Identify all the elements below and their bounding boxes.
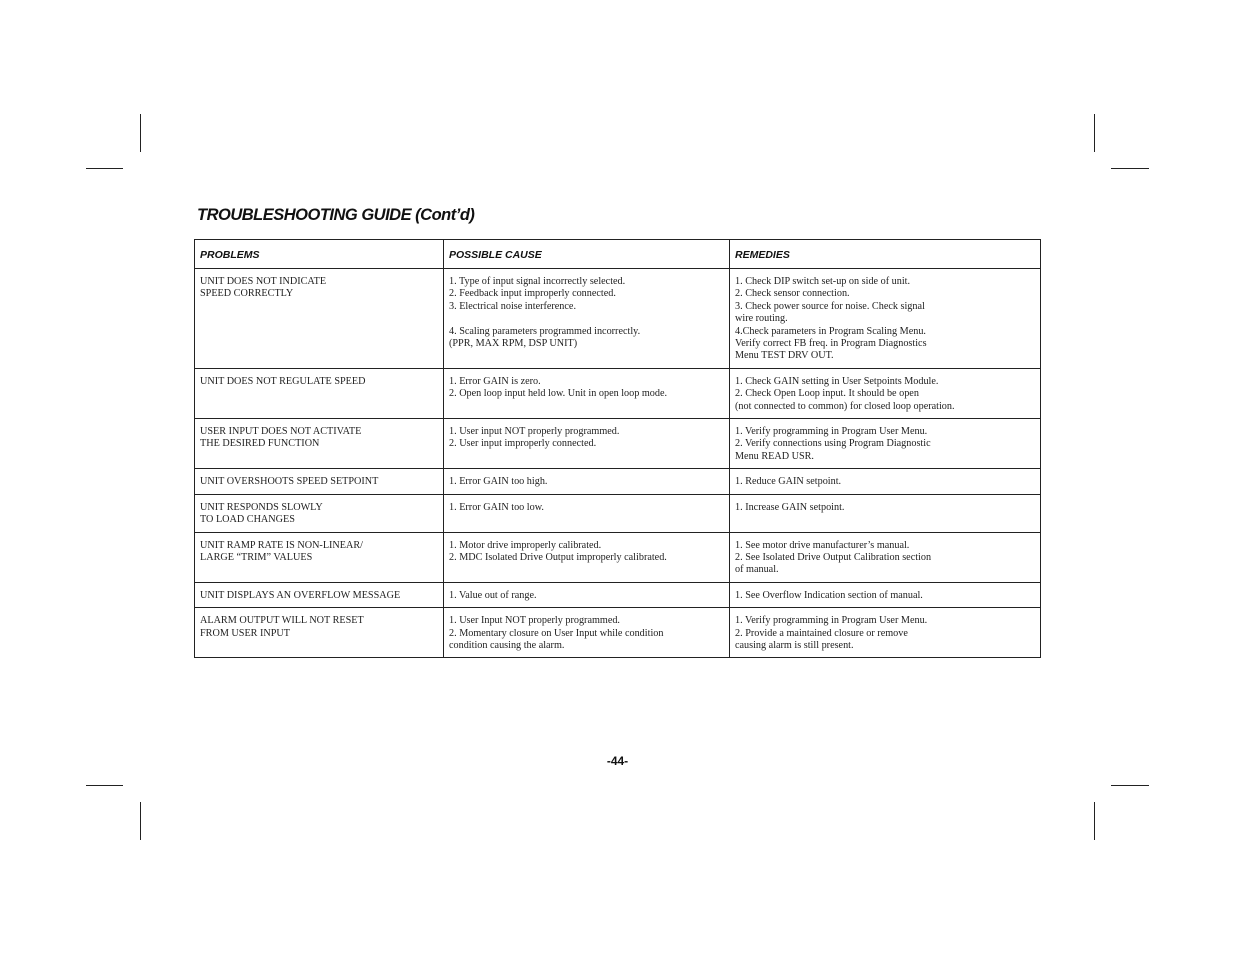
cause-cell: 1. Motor drive improperly calibrated. 2. MDC Isolated Drive Output improperly calibrated. (444, 532, 730, 582)
remedy-cell: 1. Check GAIN setting in User Setpoints Module. 2. Check Open Loop input. It should be open (not connected to common) for closed loop operation. (730, 368, 1041, 418)
crop-mark (1111, 785, 1149, 786)
table-row (195, 582, 1041, 607)
remedy-cell: 1. See Overflow Indication section of manual. (730, 582, 1041, 607)
crop-mark (86, 785, 123, 786)
cause-cell: 1. User input NOT properly programmed. 2. User input improperly connected. (444, 419, 730, 469)
remedy-cell: 1. Increase GAIN setpoint. (730, 494, 1041, 532)
problem-cell: USER INPUT DOES NOT ACTIVATE THE DESIRED FUNCTION (195, 419, 444, 469)
table-row (195, 469, 1041, 494)
table-row (195, 419, 1041, 469)
page-title: TROUBLESHOOTING GUIDE (Cont’d) (197, 206, 475, 224)
remedy-cell: 1. Verify programming in Program User Menu. 2. Provide a maintained closure or remove causing alarm is still present. (730, 608, 1041, 658)
problem-cell: ALARM OUTPUT WILL NOT RESET FROM USER INPUT (195, 608, 444, 658)
cause-cell: 1. Error GAIN too high. (444, 469, 730, 494)
cause-cell: 1. Error GAIN is zero. 2. Open loop input held low. Unit in open loop mode. (444, 368, 730, 418)
cause-cell: 1. Error GAIN too low. (444, 494, 730, 532)
remedy-cell: 1. Reduce GAIN setpoint. (730, 469, 1041, 494)
table-header-row (195, 240, 1041, 269)
problem-cell: UNIT RAMP RATE IS NON-LINEAR/ LARGE “TRIM” VALUES (195, 532, 444, 582)
table-row (195, 532, 1041, 582)
column-header-possible-cause: POSSIBLE CAUSE (444, 240, 730, 269)
table-row (195, 608, 1041, 658)
crop-mark (1094, 114, 1095, 152)
column-header-problems: PROBLEMS (195, 240, 444, 269)
crop-mark (140, 114, 141, 152)
remedy-cell: 1. Check DIP switch set-up on side of unit. 2. Check sensor connection. 3. Check power source for noise. Check signal wire routing. 4.Check parameters in Program Scaling Menu. Verify correct FB freq. in Program Diagnostics Menu TEST DRV OUT. (730, 269, 1041, 369)
crop-mark (1111, 168, 1149, 169)
problem-cell: UNIT DOES NOT INDICATE SPEED CORRECTLY (195, 269, 444, 369)
table-row (195, 269, 1041, 369)
remedy-cell: 1. See motor drive manufacturer’s manual. 2. See Isolated Drive Output Calibration section of manual. (730, 532, 1041, 582)
crop-mark (86, 168, 123, 169)
problem-cell: UNIT DOES NOT REGULATE SPEED (195, 368, 444, 418)
remedy-cell: 1. Verify programming in Program User Menu. 2. Verify connections using Program Diagnostic Menu READ USR. (730, 419, 1041, 469)
problem-cell: UNIT DISPLAYS AN OVERFLOW MESSAGE (195, 582, 444, 607)
table-row (195, 494, 1041, 532)
page-number: -44- (606, 754, 629, 768)
troubleshooting-table (194, 239, 1041, 658)
column-header-remedies: REMEDIES (730, 240, 1041, 269)
problem-cell: UNIT OVERSHOOTS SPEED SETPOINT (195, 469, 444, 494)
cause-cell: 1. Type of input signal incorrectly selected. 2. Feedback input improperly connected. 3. Electrical noise interference. 4. Scaling parameters programmed incorrectly. (PPR, MAX RPM, DSP UNIT) (444, 269, 730, 369)
table-row (195, 368, 1041, 418)
crop-mark (1094, 802, 1095, 840)
cause-cell: 1. Value out of range. (444, 582, 730, 607)
cause-cell: 1. User Input NOT properly programmed. 2. Momentary closure on User Input while condition condition causing the alarm. (444, 608, 730, 658)
crop-mark (140, 802, 141, 840)
problem-cell: UNIT RESPONDS SLOWLY TO LOAD CHANGES (195, 494, 444, 532)
